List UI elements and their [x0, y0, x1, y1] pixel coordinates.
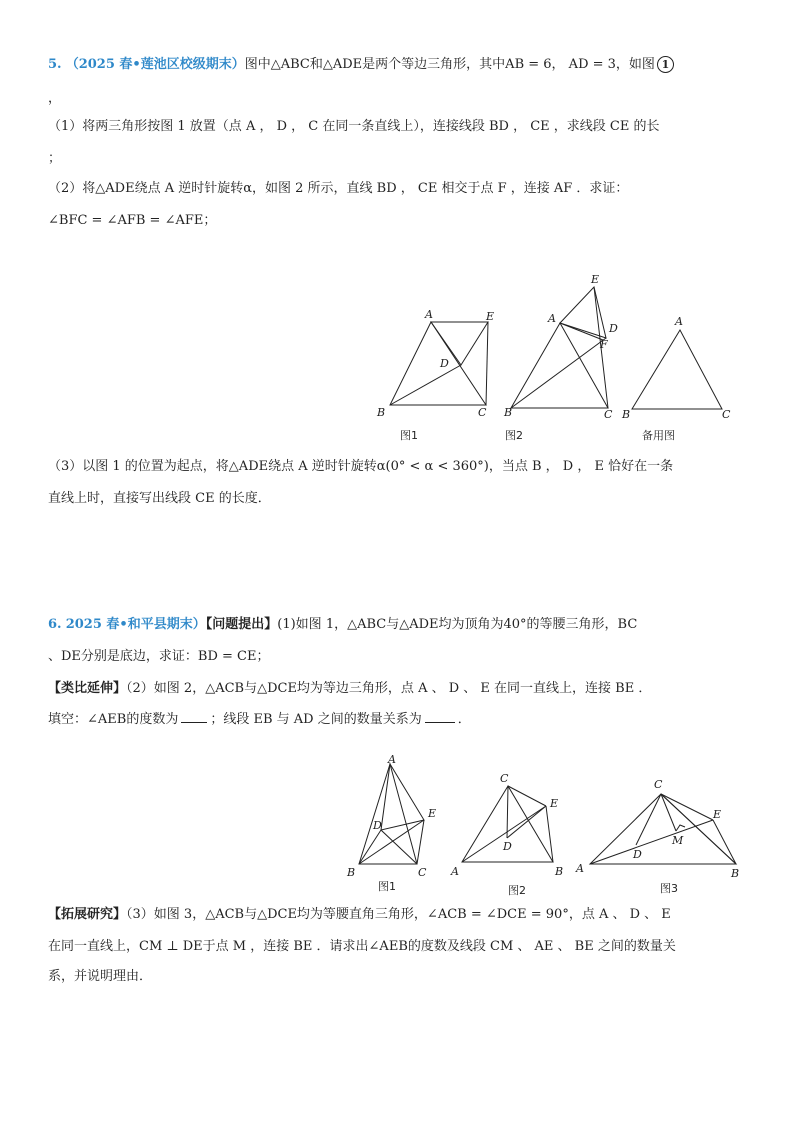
q6-fig1-caption: 图1: [378, 880, 396, 893]
q6-fig1-label-A: A: [388, 753, 396, 766]
q6-fig2-label-D: D: [503, 840, 512, 853]
fig3-label-A: A: [675, 315, 683, 328]
q6-fig1-label-D: D: [373, 819, 382, 832]
q6-part2: （2）如图 2，△ACB与△DCE均为等边三角形，点 A 、 D 、 E 在同一直线上，连接 BE ．: [126, 681, 652, 696]
q6-line1: [48, 616, 637, 634]
q5-part2: （2）将△ADE绕点 A 逆时针旋转α，如图 2 所示，直线 BD ， CE 相交于点 F ，连接 AF ．求证：: [48, 181, 629, 196]
q6-fill-end: ．: [457, 712, 471, 727]
q6-part3: （3）如图 3，△ACB与△DCE均为等腰直角三角形，∠ACB = ∠DCE = 90°，点 A 、 D 、 E: [126, 907, 671, 922]
fig1-label-E: E: [486, 310, 495, 323]
q6-fig3-label-B: B: [731, 867, 740, 880]
q6-fig3-label-D: D: [633, 848, 642, 861]
q6-fill-angle: 填空：∠AEB的度数为: [48, 712, 179, 727]
fig3-label-B: B: [622, 408, 631, 421]
q5-figure-3: [621, 315, 731, 442]
q6-part3-line3: 系，并说明理由．: [48, 969, 153, 984]
q6-line2: [48, 680, 651, 698]
q6-figure-3: [575, 778, 739, 895]
q5-comma: ，: [48, 91, 62, 106]
fig1-label-C: C: [478, 406, 487, 419]
q5-intro: 图中△ABC和△ADE是两个等边三角形，其中AB = 6， AD = 3，如图: [244, 57, 655, 72]
q5-part2-claim: ∠BFC = ∠AFB = ∠AFE；: [48, 213, 217, 228]
q6-fig3-label-M: M: [672, 834, 684, 847]
q6-fig2-label-C: C: [500, 772, 509, 785]
fig2-caption: 图2: [505, 429, 523, 442]
fig3-label-C: C: [722, 408, 731, 421]
q6-fig2-label-E: E: [550, 797, 559, 810]
fig1-label-B: B: [377, 406, 386, 419]
q6-fig1-label-E: E: [428, 807, 437, 820]
fig2-label-F: F: [600, 338, 608, 351]
fig2-label-C: C: [604, 408, 613, 421]
q6-part2-fill: [48, 710, 471, 729]
fig2-label-D: D: [609, 322, 618, 335]
q6-figures: [0, 752, 794, 902]
q5-part3-end: 直线上时，直接写出线段 CE 的长度．: [48, 491, 271, 506]
q6-fig2-label-A: A: [451, 865, 459, 878]
q6-fig3-label-E: E: [713, 808, 722, 821]
q6-fig3-caption: 图3: [660, 882, 678, 895]
q6-figure-2: [450, 772, 563, 897]
q6-tag-extension: 【拓展研究】: [48, 907, 127, 922]
fig2-label-B: B: [504, 406, 513, 419]
q5-part1: （1）将两三角形按图 1 放置（点 A ， D ， C 在同一条直线上），连接线段 BD ， CE ，求线段 CE 的长: [48, 119, 660, 134]
q6-fig1-label-C: C: [418, 866, 427, 879]
q6-part1-end: 、DE分别是底边，求证：BD = CE；: [48, 649, 270, 664]
fig1-caption: 图1: [400, 429, 418, 442]
q6-fig3-label-C: C: [654, 778, 663, 791]
q6-fig2-label-B: B: [555, 865, 564, 878]
q6-fig3-label-A: A: [576, 862, 584, 875]
fig1-label-A: A: [425, 308, 433, 321]
q5-figure-1: [376, 308, 494, 442]
q5-source: （2025 春•莲池区校级期末）: [65, 57, 245, 72]
fig2-label-E: E: [591, 273, 600, 286]
q5-figure-2: [503, 273, 618, 442]
fig1-label-D: D: [440, 357, 449, 370]
fig2-label-A: A: [548, 312, 556, 325]
q6-fig1-label-B: B: [347, 866, 356, 879]
q6-line3: [48, 906, 671, 924]
q6-part3-line2: 在同一直线上，CM ⊥ DE于点 M ，连接 BE ．请求出∠AEB的度数及线段 CM 、 AE 、 BE 之间的数量关: [48, 939, 676, 954]
q5-part3: （3）以图 1 的位置为起点，将△ADE绕点 A 逆时针旋转α(0° < α < 360°)，当点 B ， D ， E 恰好在一条: [48, 459, 674, 474]
q6-figure-1: [346, 753, 436, 893]
q5-line1: [48, 56, 674, 74]
q6-part1: (1)如图 1，△ABC与△ADE均为顶角为40°的等腰三角形，BC: [277, 617, 638, 632]
circled-number: 1: [657, 56, 674, 73]
q5-part1-end: ；: [48, 151, 62, 166]
q6-fig2-caption: 图2: [508, 884, 526, 897]
q6-tag-analogy: 【类比延伸】: [48, 681, 127, 696]
answer-blank-relation[interactable]: [425, 710, 455, 723]
fig3-caption: 备用图: [642, 429, 675, 442]
q6-fill-relation: ；线段 EB 与 AD 之间的数量关系为: [210, 712, 422, 727]
q6-source: 2025 春•和平县期末）: [65, 617, 206, 632]
q5-figures: [0, 268, 794, 448]
q5-number: 5.: [48, 57, 62, 72]
q6-tag-problem: 【问题提出】: [205, 617, 278, 632]
q6-number: 6.: [48, 617, 62, 632]
answer-blank-angle[interactable]: [181, 710, 207, 723]
